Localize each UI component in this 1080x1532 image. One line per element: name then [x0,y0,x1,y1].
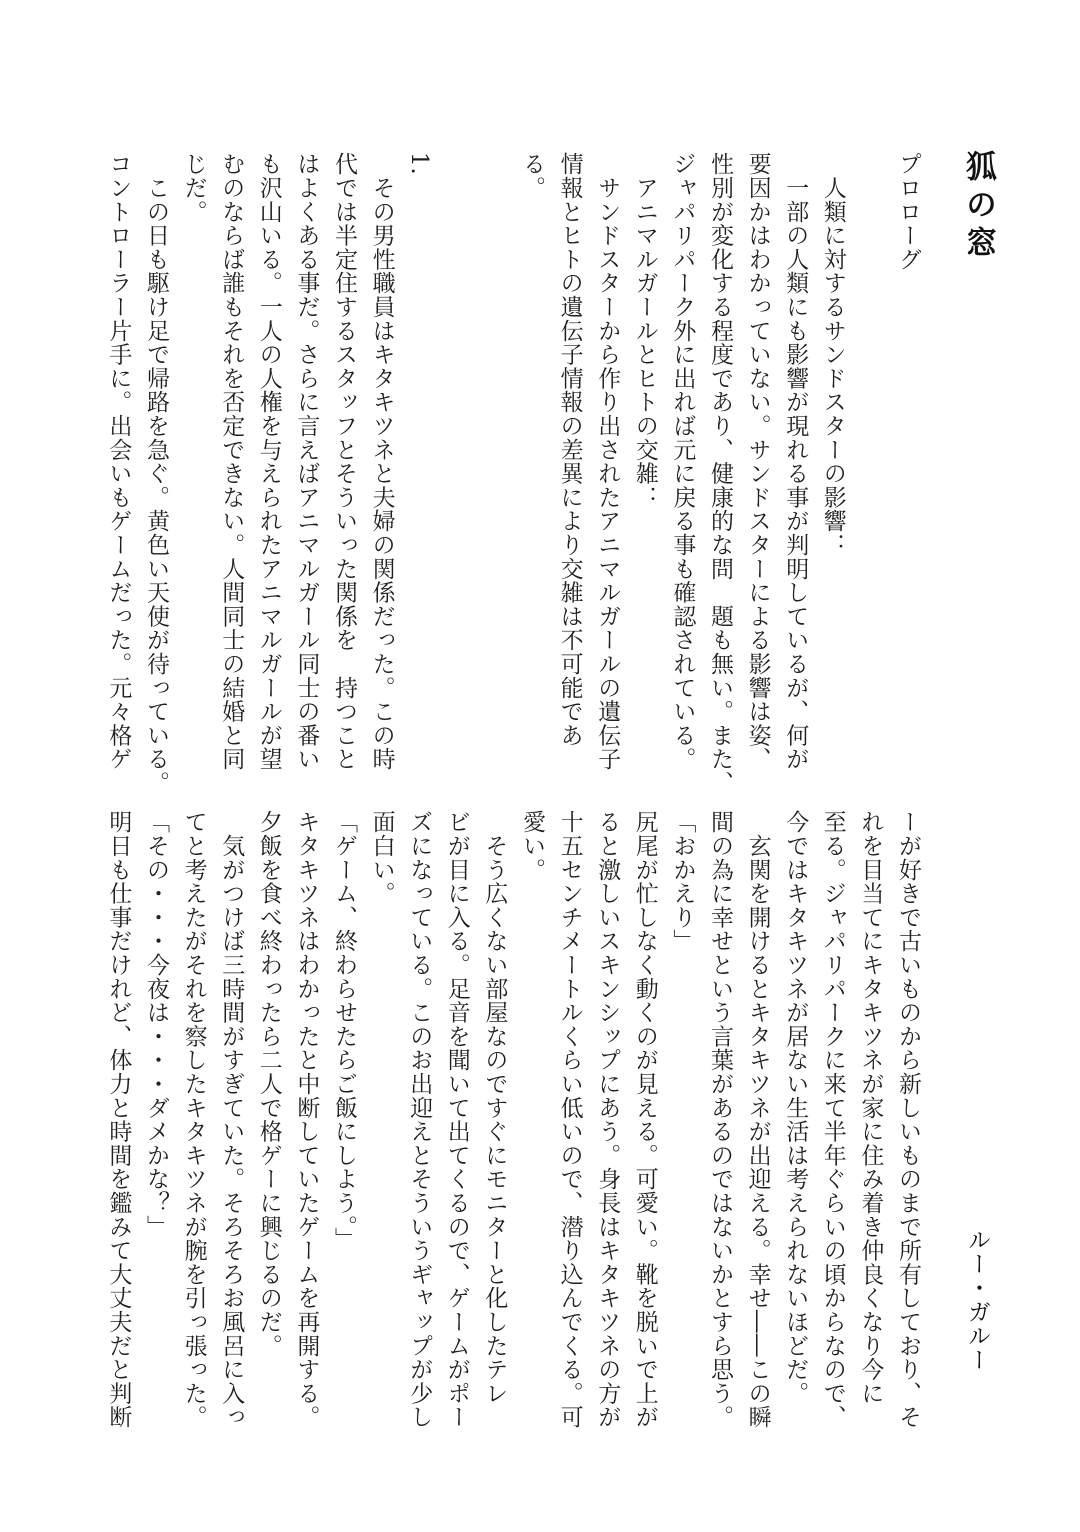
text-line: 代では半定住するスタッフとそういった関係を 持つこと [331,152,357,771]
text-line: 間の為に幸せという言葉があるのではないかとすら思う。 [707,810,733,1429]
text-line: 夕飯を食べ終わったら二人で格ゲーに興じるのだ。 [255,810,282,1358]
text-line: コントローラー片手に。出会いもゲームだった。元々格ゲ [105,152,132,771]
text-line: る。 [519,152,545,200]
text-line: 十五センチメートルくらい低いので、潜り込んでくる。可 [556,810,583,1429]
text-line: 玄関を開けるとキタキツネが出迎える。幸せ――この瞬 [744,810,771,1429]
text-line: むのならば誰もそれを否定できない。人間同士の結婚と同 [218,152,245,771]
section-heading: プロローグ [895,152,921,271]
text-line: 面白い。 [368,810,395,906]
text-line: そう広くない部屋なのですぐにモニターと化したテレ [481,810,508,1405]
text-line: ビが目に入る。足音を聞いて出てくるので、ゲームがポー [443,810,470,1429]
text-line: 人類に対するサンドスターの影響： [819,152,846,557]
text-line: 至る。ジャパリパークに来て半年ぐらいの頃からなので、 [819,810,846,1429]
text-line: サンドスターから作り出されたアニマルガールの遺伝子 [594,152,621,771]
document-title: 狐の窓 [960,150,996,264]
text-line: じだ。 [180,152,207,224]
text-line: 今ではキタキツネが居ない生活は考えられないほどだ。 [782,810,809,1405]
text-line: 尻尾が忙しなく動くのが見える。可愛い。靴を脱いで上が [631,810,658,1429]
text-line: 性別が変化する程度であり、健康的な問 題も無い。また、 [707,152,733,795]
text-line: 「おかえり」 [669,810,696,953]
text-line: 「その・・・今夜は・・・ダメかな？」 [143,810,169,1239]
text-line: はよくある事だ。さらに言えばアニマルガール同士の番い [293,152,320,771]
text-line: キタキツネはわかったと中断していたゲームを再開する。 [293,810,320,1429]
text-line: れを目当てにキタキツネが家に住み着き仲良くなり今に [857,810,884,1405]
text-line: 愛い。 [519,810,545,882]
text-line: ーが好きで古いものから新しいものまで所有しており、そ [895,810,921,1429]
text-line: も沢山いる。一人の人権を与えられたアニマルガールが望 [255,152,282,771]
text-line: ると激しいスキンシップにあう。身長はキタキツネの方が [594,810,621,1429]
text-line: ズになっている。このお出迎えとそういうギャップが少し [406,810,433,1429]
text-line: その男性職員はキタキツネと夫婦の関係だった。この時 [368,152,395,771]
text-line: 気がつけば三時間がすぎていた。そろそろお風呂に入っ [218,810,245,1429]
text-line: てと考えたがそれを察したキタキツネが腕を引っ張った。 [180,810,207,1429]
text-line: 情報とヒトの遺伝子情報の差異により交雑は不可能であ [556,152,583,747]
text-line: 「ゲーム、終わらせたらご飯にしよう。」 [331,810,357,1251]
text-line: この日も駆け足で帰路を急ぐ。黄色い天使が待っている。 [143,152,169,795]
text-line: 明日も仕事だけれど、体力と時間を鑑みて大丈夫だと判断 [105,810,132,1429]
text-line: 要因かはわかっていない。サンドスターによる影響は姿、 [744,152,771,771]
text-line: アニマルガールとヒトの交雑： [631,152,658,509]
author-name: ルー・ガルー [964,1228,990,1372]
text-line: 1. [406,152,433,176]
text-line: ジャパリパーク外に出れば元に戻る事も確認されている。 [669,152,696,771]
text-line: 一部の人類にも影響が現れる事が判明しているが、何が [782,152,809,771]
